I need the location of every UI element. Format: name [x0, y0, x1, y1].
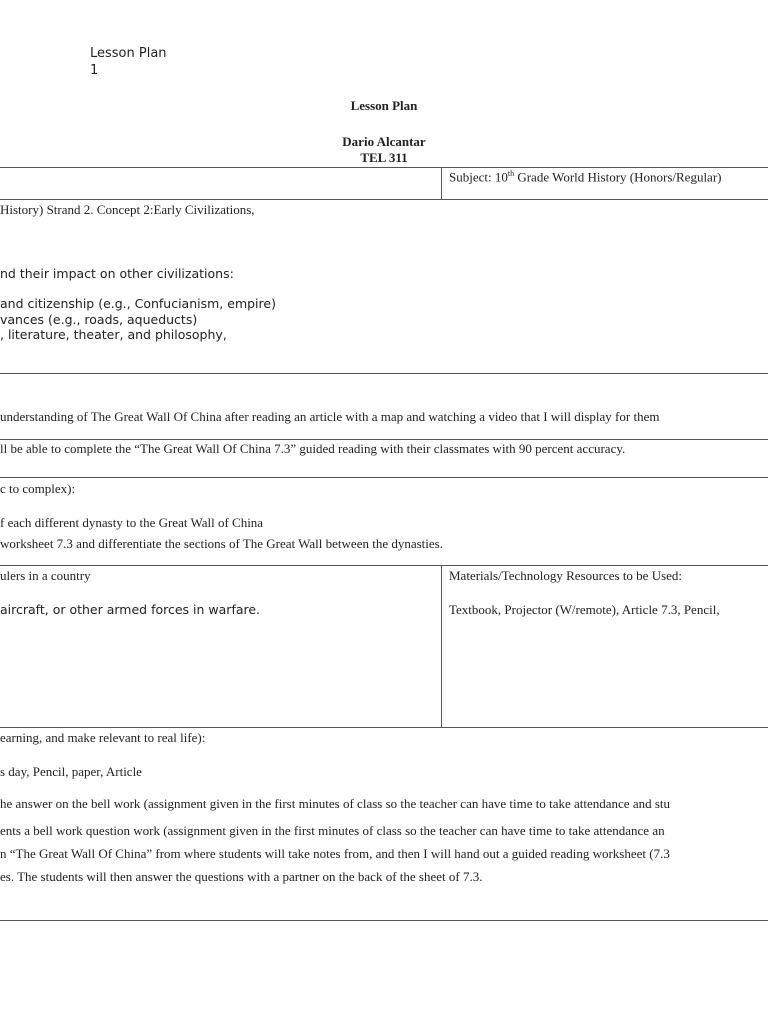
standards-item: , literature, theater, and philosophy, [0, 327, 227, 342]
course-code: TEL 311 [360, 150, 408, 165]
instruction-line: n “The Great Wall Of China” from where students will take notes from, and then I will hand out a guided reading worksheet (7.3 [0, 846, 670, 861]
table-column-divider [441, 167, 442, 200]
page-number: 1 [90, 63, 99, 78]
table-rule [0, 920, 768, 921]
table-column-divider [441, 565, 442, 727]
vocabulary-term: ulers in a country [0, 568, 91, 583]
table-rule [0, 167, 768, 168]
table-rule [0, 727, 768, 728]
subject-suffix: Grade World History (Honors/Regular) [514, 169, 722, 185]
vocabulary-term: aircraft, or other armed forces in warfare. [0, 602, 261, 617]
sequence-heading: c to complex): [0, 481, 76, 496]
author-name: Dario Alcantar [342, 134, 426, 149]
subject-prefix: Subject: 10 [449, 169, 508, 185]
materials-label: Materials/Technology Resources to be Used: [449, 568, 683, 583]
document-title: Lesson Plan [350, 98, 418, 113]
instruction-line: es. The students will then answer the questions with a partner on the back of the sheet of 7.3. [0, 869, 483, 884]
objective-line: understanding of The Great Wall Of China after reading an article with a map and watching a video that I will display for them [0, 409, 660, 424]
standards-item: vances (e.g., roads, aqueducts) [0, 312, 198, 327]
standards-impact: nd their impact on other civilizations: [0, 266, 234, 281]
standards-strand: History) Strand 2. Concept 2:Early Civilizations, [0, 202, 255, 217]
anticipatory-heading: earning, and make relevant to real life): [0, 730, 206, 745]
sequence-step: worksheet 7.3 and differentiate the sections of The Great Wall between the dynasties. [0, 536, 443, 551]
instruction-line: ents a bell work question work (assignment given in the first minutes of class so the teacher can have time to take attendance an [0, 823, 665, 838]
subject-cell [449, 169, 721, 185]
sequence-step: f each different dynasty to the Great Wall of China [0, 515, 264, 530]
table-rule [0, 439, 768, 440]
anticipatory-bell-work: he answer on the bell work (assignment given in the first minutes of class so the teacher can have time to take attendance and stu [0, 796, 671, 811]
table-rule [0, 199, 768, 200]
table-rule [0, 565, 768, 566]
table-rule [0, 373, 768, 374]
anticipatory-supplies: s day, Pencil, paper, Article [0, 764, 142, 779]
materials-list: Textbook, Projector (W/remote), Article 7.3, Pencil, [449, 602, 720, 617]
table-rule [0, 477, 768, 478]
subject-superscript: th [507, 169, 515, 178]
objective-line: ll be able to complete the “The Great Wall Of China 7.3” guided reading with their classmates with 90 percent accuracy. [0, 441, 626, 456]
running-header-title: Lesson Plan [90, 46, 167, 61]
standards-item: and citizenship (e.g., Confucianism, empire) [0, 296, 276, 311]
